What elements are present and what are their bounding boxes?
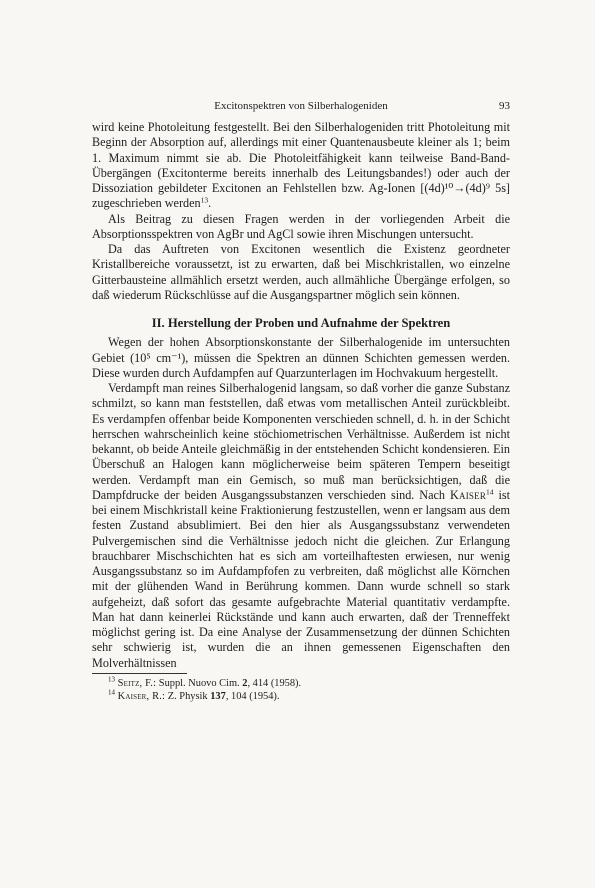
footnote-ref-13[interactable]: 13 xyxy=(200,195,209,205)
footnote-13: $^{13}$ Seitz, F.: Suppl. Nuovo Cim. 2, 414 (1958). xyxy=(108,675,302,689)
running-title: Excitonspektren von Silberhalogeniden xyxy=(214,100,388,112)
paragraph-absorptionskonstante: Wegen der hohen Absorptionskonstante der Silberhalogenide im untersuchten Gebiet (10⁵ cm⁻¹), müssen die Spektren an dünnen Schichten gemessen werden. Diese wurden durch Aufdampfen auf Quarzunterlagen im Hochvakuum hergestellt. xyxy=(92,335,510,380)
paragraph-photoleitung: wird keine Photoleitung festgestellt. Bei den Silberhalogeniden tritt Photoleitung mit Beginn der Absorption auf, allerdings mit einer Quantenausbeute kleiner als 1; beim 1. Maximum nimmt sie ab. Die Photoleitfähigkeit kann teilweise Band-Band-Übergängen (Excitonterme bereits innerhalb des Leitungsbandes!) oder auch der Dissoziation gebildeter Excitonen an Fehlstellen bzw. Ag-Ionen [(4d)¹⁰→(4d)⁹ 5s] zugeschrieben werden$^{13}$. xyxy=(92,120,510,211)
author-kaiser: Kaiser xyxy=(450,487,487,502)
page-number: 93 xyxy=(499,100,510,112)
paragraph-excitonen: Da das Auftreten von Excitonen wesentlich die Existenz geordneter Kristallbereiche voraussetzt, ist zu erwarten, daß bei Mischkristallen, wo einzelne Gitterbausteine allmählich ersetzt werden, auch allmähliche Übergänge erfolgen, so daß wiederum Rückschlüsse auf die Ausgangspartner möglich sein können. xyxy=(92,242,510,302)
footnote-divider xyxy=(92,673,187,674)
footnote-14: $^{14}$ Kaiser, R.: Z. Physik 137, 104 (1954). xyxy=(108,688,280,702)
section-heading: II. Herstellung der Proben und Aufnahme der Spektren xyxy=(151,316,451,330)
footnotes xyxy=(92,677,510,703)
body-text xyxy=(92,120,510,703)
page-header xyxy=(92,99,510,113)
paragraph-beitrag: Als Beitrag zu diesen Fragen werden in der vorliegenden Arbeit die Absorptionsspektren von AgBr und AgCl sowie ihren Mischungen untersucht. xyxy=(92,211,510,241)
footnote-ref-14[interactable]: 14 xyxy=(486,487,494,497)
paragraph-verdampfen: Verdampft man reines Silberhalogenid langsam, so daß vorher die ganze Substanz schmilzt, so kann man feststellen, daß etwas vom metallischen Anteil zurückbleibt. Es verdampfen offenbar beide Komponenten verschieden schnell, d. h. in der Schicht herrschen wahrscheinlich keine stöchiometrischen Verhältnisse. Außerdem ist nicht bekannt, ob beide Anteile gleichmäßig in der entstehenden Schicht kondensieren. Ein Überschuß an Halogen kann möglicherweise beim späteren Tempern beseitigt werden. Verdampft man ein Gemisch, so muß man berücksichtigen, daß die Dampfdrucke der beiden Ausgangssubstanzen verschieden sind. Nach Kaiser$^{14}$ ist bei einem Mischkristall keine Fraktionierung festzustellen, wenn er langsam aus dem festen Zustand absublimiert. Bei den hier als Ausgangssubstanz verwendeten Pulvergemischen sind die Verhältnisse jedoch nicht die gleichen. Zur Erlangung brauchbarer Mischschichten hat es sich am vorteilhaftesten erwiesen, nur wenig Ausgangssubstanz so im Aufdampfofen zu verbreiten, daß möglichst alle Körnchen mit der glühenden Wand in Berührung kommen. Dann wurde schnell so stark aufgeheizt, daß sofort das gesamte aufgebrachte Material quantitativ verdampfte. Man hat dann keinerlei Rückstände und kann auch erwarten, daß der Trenneffekt möglichst gering ist. Da eine Analyse der Zusammensetzung der dünnen Schichten sehr schwierig ist, wurden die an ihnen gemessenen Eigenschaften den Molverhältnissen xyxy=(92,381,511,670)
